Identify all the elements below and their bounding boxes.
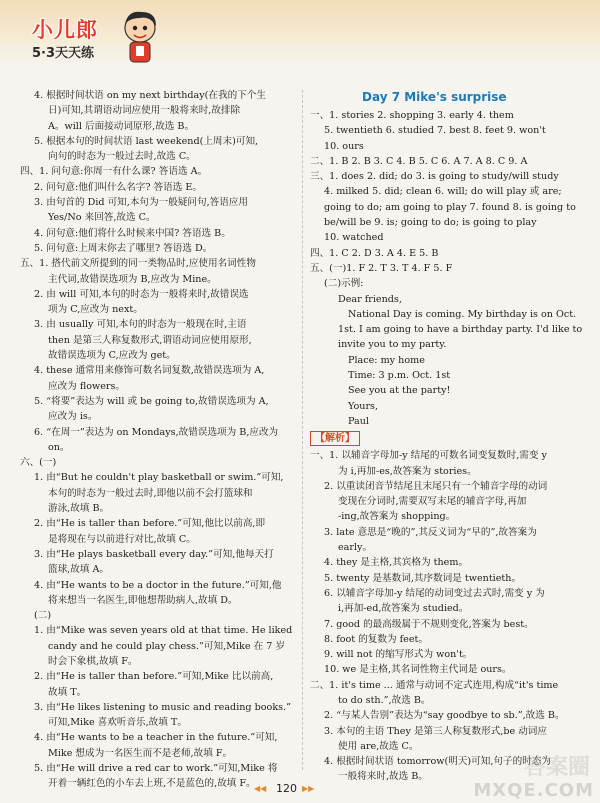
text-line: 3. 由句首的 Did 可知,本句为一般疑问句,答语应用	[34, 197, 248, 209]
next-arrow-icon: ▶▶	[302, 784, 315, 793]
text-line: See you at the party!	[348, 385, 451, 397]
text-line: 一、1. 以辅音字母加-y 结尾的可数名词变复数时,需变 y	[310, 450, 547, 462]
text-line: then 是第三人称复数形式,谓语动词应使用原形,	[48, 334, 252, 346]
text-line: 4. 根据时间状语 on my next birthday(在我的下个生	[34, 90, 266, 101]
text-line: 5. 由“He will drive a red car to work.”可知,Mike 将	[34, 763, 278, 775]
text-line: going to do; am going to play 7. found 8. is going to	[324, 201, 576, 213]
text-line: to do sth.”,故选 B。	[338, 694, 431, 706]
text-line: (二)示例:	[324, 278, 364, 290]
text-line: 向句的时态为一般过去时,故选 C。	[48, 151, 196, 163]
text-line: invite you to my party.	[338, 339, 447, 351]
answer-key-block	[310, 108, 582, 429]
cartoon-boy-icon	[116, 8, 164, 68]
text-line: 二、1. B 2. B 3. C 4. B 5. C 6. A 7. A 8. C 9. A	[310, 155, 528, 167]
text-line: 应改为 is。	[48, 411, 98, 423]
text-line: 4. they 是主格,其宾格为 them。	[324, 557, 469, 569]
page-number: 120	[276, 782, 297, 795]
text-line: 六、(一)	[20, 457, 57, 469]
day-title: Day 7 Mike's surprise	[362, 90, 507, 104]
series-logo	[10, 6, 160, 64]
text-line: 项为 C,应改为 next。	[48, 304, 143, 316]
text-line: 2. 由“He is taller than before.”可知,他比以前高,即	[34, 518, 266, 530]
text-line: 是将现在与以前进行对比,故填 C。	[48, 533, 196, 545]
text-line: 使用 are,故选 C。	[338, 740, 419, 752]
text-line: 4. these 通常用来修饰可数名词复数,故错误选项为 A,	[34, 365, 265, 377]
text-line: 7. good 的最高级属于不规则变化,答案为 best。	[324, 618, 534, 630]
text-line: 1. 由“Mike was seven years old at that time. He liked	[34, 625, 293, 637]
text-line: 为 i,再加-es,故答案为 stories。	[338, 465, 477, 477]
text-line: 游泳,故填 B。	[48, 503, 110, 515]
text-line: 4. milked 5. did; clean 6. will; do will play 或 are;	[324, 186, 562, 198]
text-line: 10. ours	[324, 140, 364, 152]
logo-subtitle: 5·3天天练	[32, 46, 95, 61]
text-line: 五、(一)1. F 2. T 3. T 4. F 5. F	[310, 262, 453, 274]
text-line: 8. foot 的复数为 feet。	[324, 633, 428, 645]
text-line: 四、1. 问句意:你周一有什么课? 答语选 A。	[20, 166, 208, 178]
page-header	[0, 0, 600, 66]
text-line: 9. will not 的缩写形式为 won't。	[324, 649, 473, 661]
text-line: (二)	[34, 610, 52, 622]
text-line: 故错误选项为 C,应改为 get。	[48, 350, 176, 362]
right-column	[310, 88, 582, 785]
text-line: 5. 问句意:上周末你去了哪里? 答语选 D。	[34, 242, 213, 254]
text-line: 故填 T。	[48, 686, 87, 698]
text-line: 2. 由“He is taller than before.”可知,Mike 比以前高,	[34, 671, 274, 683]
text-line: Mike 想成为一名医生而不是老师,故填 F。	[48, 747, 233, 759]
text-line: 4. 根据时间状语 tomorrow(明天)可知,句子的时态为	[324, 756, 551, 768]
text-line: 4. 问句意:他们将什么时候来中国? 答语选 B。	[34, 227, 231, 239]
text-line: Place: my home	[348, 354, 425, 366]
text-line: on。	[48, 441, 70, 453]
text-line: Time: 3 p.m. Oct. 1st	[348, 370, 451, 382]
text-line: 时会下象棋,故填 F。	[48, 655, 138, 667]
logo-title: 小儿郎	[32, 18, 98, 42]
text-line: Paul	[348, 415, 369, 427]
text-line: 10. we 是主格,其名词性物主代词是 ours。	[324, 664, 512, 676]
text-line: 6. 以辅音字母加-y 结尾的动词变过去式时,需变 y 为	[324, 587, 545, 599]
text-line: 篮球,故填 A。	[48, 564, 109, 576]
analysis-label: 【解析】	[310, 431, 360, 446]
text-line: 可知,Mike 喜欢听音乐,故填 T。	[48, 717, 187, 729]
text-line: -ing,故答案为 shopping。	[338, 511, 456, 523]
text-line: 1. 由“But he couldn't play basketball or swim.”可知,	[34, 472, 284, 484]
text-line: 1st. I am going to have a birthday party. I'd like to	[338, 324, 582, 336]
text-line: 5. “将要”表达为 will 或 be going to,故错误选项为 A,	[34, 395, 269, 407]
text-line: 5. 根据本句的时间状语 last weekend(上周末)可知,	[34, 135, 259, 147]
text-line: 本句的时态为一般过去时,即他以前不会打篮球和	[48, 487, 253, 499]
text-line: 一般将来时,故选 B。	[338, 771, 428, 783]
text-line: 3. 由“He plays basketball every day.”可知,他每天打	[34, 548, 274, 560]
watermark-url: MXQE.COM	[473, 780, 594, 801]
text-line: 主代词,故错误选项为 B,应改为 Mine。	[48, 273, 217, 285]
text-line: 2. 问句意:他们叫什么名字? 答语选 E。	[34, 181, 202, 193]
text-line: Yours,	[348, 400, 379, 412]
text-line: 4. 由“He wants to be a doctor in the future.”可知,他	[34, 579, 282, 591]
text-line: 3. 由 usually 可知,本句的时态为一般现在时,主语	[34, 319, 247, 331]
text-line: early。	[338, 542, 373, 554]
text-line: 三、1. does 2. did; do 3. is going to study/will study	[310, 171, 559, 183]
text-line: Yes/No 来回答,故选 C。	[48, 212, 156, 224]
text-line: 3. 本句的主语 They 是第三人称复数形式,be 动词应	[324, 725, 547, 737]
text-line: 2. 由 will 可知,本句的时态为一般将来时,故错误选	[34, 288, 249, 300]
text-line: A。will 后面接动词原形,故选 B。	[48, 120, 195, 132]
text-line: 2. 以重读闭音节结尾且末尾只有一个辅音字母的动词	[324, 480, 548, 492]
text-line: 2. “与某人告别”表达为“say goodbye to sb.”,故选 B。	[324, 710, 565, 722]
text-line: 4. 由“He wants to be a teacher in the future.”可知,	[34, 732, 278, 744]
text-line: 一、1. stories 2. shopping 3. early 4. them	[310, 110, 514, 121]
text-line: 日)可知,其谓语动词应使用一般将来时,故排除	[48, 105, 241, 117]
text-line: 10. watched	[324, 232, 384, 244]
text-line: 5. twenty 是基数词,其序数词是 twentieth。	[324, 572, 522, 584]
text-line: 将来想当一名医生,即他想帮助病人,故填 D。	[48, 594, 238, 606]
text-line: 二、1. it's time ... 通常与动词不定式连用,构成“it's time	[310, 679, 559, 691]
analysis-block	[310, 448, 582, 785]
text-line: 五、1. 搭代前文所提到的同一类物品时,应使用名词性物	[20, 258, 256, 270]
text-line: Dear friends,	[338, 293, 402, 305]
left-column	[20, 88, 296, 792]
text-line: 应改为 flowers。	[48, 380, 125, 392]
text-line: candy and he could play chess.”可知,Mike 在 7 岁	[48, 640, 285, 652]
text-line: 3. 由“He likes listening to music and reading books.”	[34, 701, 292, 713]
prev-arrow-icon: ◀◀	[254, 784, 267, 793]
text-line: 5. twentieth 6. studied 7. best 8. feet 9. won't	[324, 125, 546, 137]
text-line: be/will be 9. is; going to do; is going to play	[324, 217, 537, 229]
text-line: 开着一辆红色的小车去上班,不是蓝色的,故填 F。	[48, 778, 256, 790]
watermark-top: 答案圈	[523, 755, 590, 780]
text-line: i,再加-ed,故答案为 studied。	[338, 603, 469, 615]
text-line: 6. “在周一”表达为 on Mondays,故错误选项为 B,应改为	[34, 426, 279, 438]
text-line: National Day is coming. My birthday is on Oct.	[348, 308, 577, 320]
column-divider	[302, 90, 303, 770]
text-line: 变现在分词时,需要双写末尾的辅音字母,再加	[338, 496, 527, 508]
text-line: 3. late 意思是“晚的”,其反义词为“早的”,故答案为	[324, 526, 537, 538]
text-line: 四、1. C 2. D 3. A 4. E 5. B	[310, 247, 439, 259]
